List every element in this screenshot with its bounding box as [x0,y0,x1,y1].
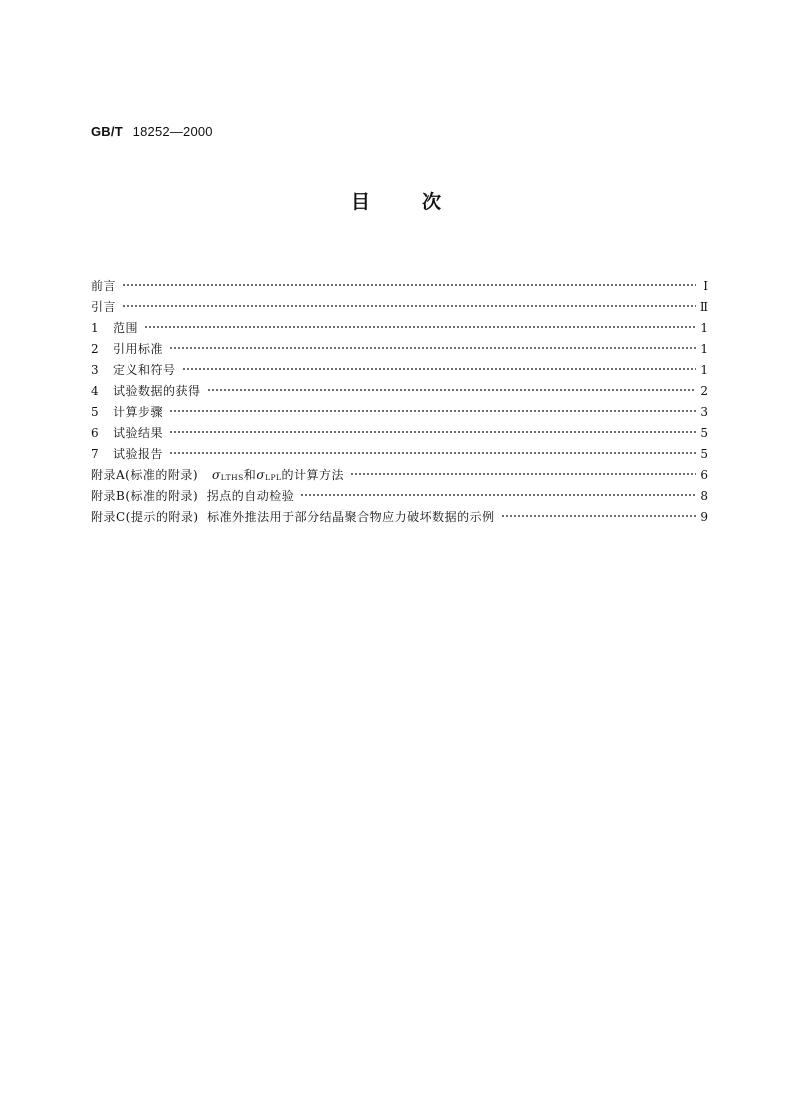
toc-page-number: 1 [700,321,708,335]
toc-leader-dots [169,346,696,350]
toc-entry-foreword[interactable] [91,276,708,297]
standard-number: 18252—2000 [132,124,213,139]
toc-label: 计算步骤 [113,405,164,419]
toc-label: 试验数据的获得 [113,384,201,398]
toc-leader-dots [169,430,696,434]
conjunction: 和 [243,468,257,482]
toc-entry-appendix-b[interactable] [91,486,708,507]
toc-leader-dots [144,325,696,329]
toc-section-number: 5 [91,405,99,419]
toc-section-number: 3 [91,363,99,377]
toc-page-number: 2 [700,384,708,398]
toc-leader-dots [300,493,696,497]
sigma-symbol: σ [212,468,221,482]
toc-label: 附录C(提示的附录) 标准外推法用于部分结晶聚合物应力破坏数据的示例 [91,510,495,524]
toc-leader-dots [182,367,696,371]
toc-label: 试验结果 [113,426,164,440]
toc-leader-dots [122,304,696,308]
toc-page-number: 6 [700,468,708,482]
standard-code [91,124,213,139]
toc-label: 引言 [91,300,117,314]
table-of-contents [91,276,708,528]
toc-entry-appendix-c[interactable] [91,507,708,528]
toc-entry-3[interactable] [91,360,708,381]
page-title: 目次 [350,191,493,213]
subscript-lpl: LPL [265,473,282,482]
toc-section-number: 2 [91,342,99,356]
toc-leader-dots [122,283,696,287]
standard-prefix: GB/T [91,124,123,139]
toc-section-number: 6 [91,426,99,440]
appendix-a-suffix: 的计算方法 [281,468,345,482]
toc-page-number: 9 [700,510,708,524]
toc-label [91,465,344,488]
toc-leader-dots [207,388,696,392]
toc-section-number: 7 [91,447,99,461]
toc-label: 前言 [91,279,117,293]
toc-entry-7[interactable] [91,444,708,465]
toc-section-number: 1 [91,321,99,335]
toc-label: 范围 [113,321,139,335]
toc-page-number: 1 [700,363,708,377]
sigma-symbol: σ [256,468,266,482]
appendix-a-prefix: 附录A(标准的附录) [91,468,199,482]
subscript-lths: LTHS [220,473,244,482]
toc-page-number: 1 [700,342,708,356]
toc-label: 试验报告 [113,447,164,461]
toc-entry-appendix-a[interactable] [91,465,708,486]
toc-page-number: 5 [700,426,708,440]
toc-page-number: 5 [700,447,708,461]
toc-section-number: 4 [91,384,99,398]
toc-page-number: 3 [700,405,708,419]
toc-entry-5[interactable] [91,402,708,423]
toc-page-number: Ⅰ [703,279,708,293]
toc-page-number: 8 [700,489,708,503]
toc-entry-6[interactable] [91,423,708,444]
toc-page-number: Ⅱ [699,300,708,314]
toc-leader-dots [169,451,696,455]
toc-leader-dots [501,514,696,518]
toc-leader-dots [169,409,696,413]
toc-leader-dots [350,472,696,476]
toc-entry-2[interactable] [91,339,708,360]
toc-entry-introduction[interactable] [91,297,708,318]
toc-entry-4[interactable] [91,381,708,402]
toc-label: 定义和符号 [113,363,176,377]
toc-label: 引用标准 [113,342,164,356]
toc-entry-1[interactable] [91,318,708,339]
toc-label: 附录B(标准的附录) 拐点的自动检验 [91,489,295,503]
